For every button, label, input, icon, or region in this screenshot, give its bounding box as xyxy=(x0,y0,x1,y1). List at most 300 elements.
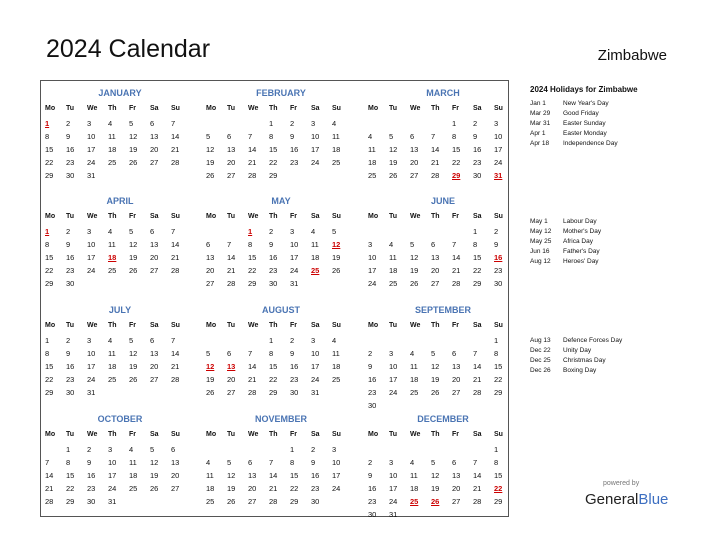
calendar-day: 12 xyxy=(129,240,138,249)
calendar-day: 28 xyxy=(431,171,440,180)
calendar-day: 30 xyxy=(66,388,75,397)
calendar-day: 17 xyxy=(108,471,117,480)
calendar-day: 25 xyxy=(108,158,117,167)
month-august xyxy=(206,300,356,408)
calendar-day: 24 xyxy=(290,266,299,275)
calendar-day: 11 xyxy=(332,349,340,358)
calendar-day: 15 xyxy=(494,471,503,480)
calendar-day: 24 xyxy=(87,158,96,167)
weekday-header: Th xyxy=(108,322,117,329)
calendar-day: 7 xyxy=(473,349,478,358)
weekday-header: Su xyxy=(494,431,503,438)
calendar-day: 28 xyxy=(227,279,236,288)
calendar-day: 18 xyxy=(410,484,419,493)
holiday-name: Father's Day xyxy=(563,248,600,255)
calendar-day: 17 xyxy=(389,375,398,384)
calendar-day: 6 xyxy=(410,132,415,141)
holiday-name: Unity Day xyxy=(563,347,592,354)
calendar-day: 28 xyxy=(473,388,482,397)
calendar-day: 6 xyxy=(150,119,155,128)
brand-blue: Blue xyxy=(638,491,669,508)
calendar-day: 9 xyxy=(269,240,274,249)
calendar-day: 23 xyxy=(290,375,299,384)
calendar-day: 19 xyxy=(431,484,440,493)
weekday-header: Tu xyxy=(389,431,398,438)
weekday-header: Mo xyxy=(45,431,56,438)
weekday-header: Tu xyxy=(389,322,398,329)
month-november xyxy=(206,409,356,517)
calendar-day: 10 xyxy=(368,253,377,262)
month-december xyxy=(368,409,518,517)
calendar-day: 10 xyxy=(332,458,341,467)
calendar-day: 5 xyxy=(227,458,232,467)
calendar-day: 13 xyxy=(150,240,159,249)
holiday-date: Apr 18 xyxy=(530,140,550,147)
calendar-day: 19 xyxy=(389,158,398,167)
holiday-date: Dec 22 xyxy=(530,347,551,354)
weekday-header: Mo xyxy=(206,322,217,329)
weekday-header: Tu xyxy=(389,105,398,112)
calendar-day: 26 xyxy=(206,388,215,397)
calendar-day: 19 xyxy=(206,158,215,167)
weekday-header: Tu xyxy=(227,213,236,220)
weekday-header: Sa xyxy=(311,322,320,329)
month-name: MARCH xyxy=(426,88,460,98)
holiday-day: 1 xyxy=(248,227,253,236)
weekday-header: Tu xyxy=(227,322,236,329)
calendar-day: 18 xyxy=(206,484,215,493)
weekday-header: Th xyxy=(269,105,278,112)
calendar-day: 26 xyxy=(410,279,419,288)
calendar-day: 14 xyxy=(248,362,257,371)
calendar-day: 31 xyxy=(290,279,299,288)
calendar-day: 21 xyxy=(473,484,482,493)
calendar-day: 12 xyxy=(431,471,440,480)
calendar-day: 14 xyxy=(171,240,180,249)
calendar-day: 22 xyxy=(66,484,75,493)
calendar-day: 20 xyxy=(410,158,419,167)
weekday-header: Fr xyxy=(290,105,297,112)
calendar-day: 18 xyxy=(108,362,117,371)
calendar-day: 3 xyxy=(87,119,92,128)
calendar-day: 24 xyxy=(311,375,320,384)
calendar-day: 21 xyxy=(248,158,257,167)
calendar-day: 25 xyxy=(389,279,398,288)
calendar-day: 2 xyxy=(311,445,316,454)
calendar-day: 3 xyxy=(494,119,499,128)
holiday-name: Christmas Day xyxy=(563,357,606,364)
calendar-day: 29 xyxy=(45,171,54,180)
holiday-day: 31 xyxy=(494,171,503,180)
calendar-day: 3 xyxy=(87,336,92,345)
weekday-header: Mo xyxy=(368,105,379,112)
weekday-header: Sa xyxy=(150,431,159,438)
calendar-day: 28 xyxy=(171,266,180,275)
calendar-day: 26 xyxy=(332,266,341,275)
calendar-day: 7 xyxy=(431,132,436,141)
calendar-day: 18 xyxy=(129,471,138,480)
calendar-day: 1 xyxy=(494,336,499,345)
calendar-day: 28 xyxy=(171,158,180,167)
calendar-day: 6 xyxy=(150,227,155,236)
calendar-day: 7 xyxy=(473,458,478,467)
calendar-day: 23 xyxy=(87,484,96,493)
calendar-day: 12 xyxy=(150,458,159,467)
weekday-header: Tu xyxy=(66,105,75,112)
holiday-name: Africa Day xyxy=(563,238,593,245)
calendar-day: 2 xyxy=(494,227,499,236)
weekday-header: Sa xyxy=(473,105,482,112)
calendar-day: 30 xyxy=(66,279,75,288)
calendar-day: 17 xyxy=(290,253,299,262)
calendar-day: 26 xyxy=(129,158,138,167)
weekday-header: Fr xyxy=(129,431,136,438)
calendar-day: 24 xyxy=(87,375,96,384)
calendar-day: 23 xyxy=(311,484,320,493)
calendar-day: 24 xyxy=(389,497,398,506)
calendar-day: 13 xyxy=(206,253,215,262)
month-name: JANUARY xyxy=(98,88,142,98)
holiday-day: 22 xyxy=(494,484,503,493)
calendar-day: 10 xyxy=(311,349,320,358)
calendar-day: 29 xyxy=(269,171,278,180)
weekday-header: Mo xyxy=(206,213,217,220)
calendar-day: 21 xyxy=(171,362,180,371)
weekday-header: Mo xyxy=(45,322,56,329)
calendar-day: 19 xyxy=(431,375,440,384)
calendar-day: 11 xyxy=(206,471,214,480)
calendar-day: 23 xyxy=(66,266,75,275)
calendar-day: 30 xyxy=(473,171,482,180)
holiday-day: 1 xyxy=(45,227,50,236)
weekday-header: Sa xyxy=(473,322,482,329)
calendar-day: 9 xyxy=(368,471,373,480)
calendar-day: 17 xyxy=(389,484,398,493)
calendar-day: 27 xyxy=(150,158,159,167)
calendar-day: 8 xyxy=(290,458,295,467)
calendar-day: 18 xyxy=(332,362,341,371)
calendar-day: 9 xyxy=(473,132,478,141)
calendar-day: 31 xyxy=(389,510,398,519)
weekday-header: Mo xyxy=(45,105,56,112)
holiday-date: May 25 xyxy=(530,238,552,245)
calendar-day: 27 xyxy=(150,375,159,384)
calendar-day: 18 xyxy=(108,145,117,154)
calendar-day: 17 xyxy=(87,253,96,262)
calendar-day: 3 xyxy=(332,445,337,454)
month-name: OCTOBER xyxy=(97,414,143,424)
calendar-day: 7 xyxy=(452,240,457,249)
calendar-day: 23 xyxy=(494,266,503,275)
weekday-header: Th xyxy=(431,322,440,329)
calendar-day: 4 xyxy=(108,119,113,128)
page-title: 2024 Calendar xyxy=(46,35,211,63)
calendar-day: 14 xyxy=(473,362,482,371)
calendar-day: 16 xyxy=(66,145,75,154)
weekday-header: We xyxy=(248,322,259,329)
calendar-day: 29 xyxy=(494,497,503,506)
calendar-day: 3 xyxy=(87,227,92,236)
calendar-day: 20 xyxy=(452,375,461,384)
calendar-day: 8 xyxy=(494,349,499,358)
weekday-header: Sa xyxy=(311,105,320,112)
calendar-day: 20 xyxy=(150,362,159,371)
calendar-day: 15 xyxy=(45,145,54,154)
calendar-day: 27 xyxy=(248,497,257,506)
calendar-day: 20 xyxy=(206,266,215,275)
calendar-day: 24 xyxy=(368,279,377,288)
calendar-day: 21 xyxy=(227,266,236,275)
calendar-day: 10 xyxy=(108,458,117,467)
month-name: JUNE xyxy=(430,196,455,206)
weekday-header: Sa xyxy=(473,213,482,220)
calendar-day: 15 xyxy=(452,145,461,154)
calendar-day: 12 xyxy=(431,362,440,371)
calendar-day: 3 xyxy=(290,227,295,236)
calendar-day: 11 xyxy=(410,471,418,480)
month-name: DECEMBER xyxy=(417,414,469,424)
calendar-day: 11 xyxy=(108,132,116,141)
weekday-header: Sa xyxy=(311,431,320,438)
calendar-day: 2 xyxy=(269,227,274,236)
holiday-day: 12 xyxy=(206,362,215,371)
weekday-header: Sa xyxy=(311,213,320,220)
calendar-day: 28 xyxy=(45,497,54,506)
holiday-date: Jan 1 xyxy=(530,100,546,107)
holiday-name: Mother's Day xyxy=(563,228,602,235)
calendar-day: 21 xyxy=(269,484,278,493)
weekday-header: Th xyxy=(269,213,278,220)
calendar-day: 13 xyxy=(431,253,440,262)
calendar-day: 30 xyxy=(494,279,503,288)
calendar-day: 2 xyxy=(290,119,295,128)
calendar-day: 1 xyxy=(45,336,50,345)
calendar-day: 26 xyxy=(129,375,138,384)
weekday-header: Fr xyxy=(129,105,136,112)
calendar-day: 10 xyxy=(311,132,320,141)
calendar-day: 3 xyxy=(311,119,316,128)
calendar-day: 2 xyxy=(473,119,478,128)
calendar-day: 5 xyxy=(389,132,394,141)
weekday-header: Th xyxy=(431,105,440,112)
calendar-day: 29 xyxy=(45,388,54,397)
calendar-day: 1 xyxy=(290,445,295,454)
weekday-header: We xyxy=(87,322,98,329)
weekday-header: Su xyxy=(494,213,503,220)
calendar-day: 13 xyxy=(248,471,257,480)
calendar-day: 22 xyxy=(290,484,299,493)
calendar-day: 2 xyxy=(66,227,71,236)
calendar-day: 4 xyxy=(332,119,337,128)
calendar-day: 4 xyxy=(368,132,373,141)
calendar-day: 10 xyxy=(389,362,398,371)
calendar-day: 25 xyxy=(108,266,117,275)
calendar-day: 27 xyxy=(206,279,215,288)
calendar-day: 10 xyxy=(87,240,96,249)
month-name: APRIL xyxy=(106,196,134,206)
calendar-day: 30 xyxy=(87,497,96,506)
calendar-day: 28 xyxy=(473,497,482,506)
calendar-day: 13 xyxy=(452,362,461,371)
calendar-day: 26 xyxy=(227,497,236,506)
calendar-day: 15 xyxy=(269,145,278,154)
calendar-day: 19 xyxy=(129,253,138,262)
calendar-day: 3 xyxy=(108,445,113,454)
calendar-day: 8 xyxy=(494,458,499,467)
calendar-day: 28 xyxy=(248,388,257,397)
calendar-day: 23 xyxy=(66,375,75,384)
calendar-day: 23 xyxy=(66,158,75,167)
calendar-day: 19 xyxy=(129,145,138,154)
calendar-day: 22 xyxy=(248,266,257,275)
weekday-header: Mo xyxy=(206,105,217,112)
holiday-name: Easter Sunday xyxy=(563,120,606,127)
calendar-day: 11 xyxy=(368,145,376,154)
calendar-day: 13 xyxy=(410,145,419,154)
calendar-day: 5 xyxy=(129,336,134,345)
weekday-header: Th xyxy=(431,431,440,438)
calendar-day: 10 xyxy=(290,240,299,249)
calendar-day: 26 xyxy=(206,171,215,180)
calendar-day: 28 xyxy=(171,375,180,384)
calendar-day: 7 xyxy=(171,336,176,345)
calendar-day: 20 xyxy=(150,145,159,154)
calendar-day: 30 xyxy=(368,401,377,410)
calendar-day: 29 xyxy=(45,279,54,288)
calendar-day: 27 xyxy=(452,388,461,397)
month-name: MAY xyxy=(271,196,291,206)
calendar-day: 7 xyxy=(269,458,274,467)
calendar-day: 23 xyxy=(269,266,278,275)
calendar-day: 18 xyxy=(389,266,398,275)
calendar-day: 2 xyxy=(368,458,373,467)
calendar-day: 19 xyxy=(150,471,159,480)
weekday-header: Tu xyxy=(66,431,75,438)
weekday-header: Su xyxy=(494,105,503,112)
calendar-day: 11 xyxy=(108,349,116,358)
calendar-day: 7 xyxy=(171,227,176,236)
holiday-name: Independence Day xyxy=(563,140,618,147)
calendar-day: 2 xyxy=(368,349,373,358)
calendar-day: 13 xyxy=(452,471,461,480)
calendar-day: 22 xyxy=(452,158,461,167)
calendar-day: 6 xyxy=(206,240,211,249)
calendar-day: 20 xyxy=(227,375,236,384)
calendar-day: 18 xyxy=(332,145,341,154)
calendar-day: 22 xyxy=(45,266,54,275)
calendar-day: 21 xyxy=(431,158,440,167)
calendar-day: 5 xyxy=(431,458,436,467)
calendar-day: 19 xyxy=(206,375,215,384)
calendar-day: 29 xyxy=(248,279,257,288)
calendar-day: 24 xyxy=(332,484,341,493)
calendar-day: 25 xyxy=(332,158,341,167)
weekday-header: Su xyxy=(332,105,341,112)
calendar-day: 2 xyxy=(290,336,295,345)
calendar-day: 18 xyxy=(311,253,320,262)
calendar-day: 3 xyxy=(368,240,373,249)
calendar-day: 15 xyxy=(45,253,54,262)
calendar-day: 7 xyxy=(227,240,232,249)
calendar-day: 7 xyxy=(248,132,253,141)
holiday-name: Heroes' Day xyxy=(563,258,599,265)
calendar-day: 4 xyxy=(410,349,415,358)
holiday-date: Apr 1 xyxy=(530,130,546,137)
month-october xyxy=(45,409,195,517)
calendar-day: 7 xyxy=(248,349,253,358)
calendar-day: 14 xyxy=(227,253,236,262)
calendar-day: 16 xyxy=(290,362,299,371)
weekday-header: We xyxy=(87,213,98,220)
weekday-header: We xyxy=(248,431,259,438)
calendar-day: 24 xyxy=(389,388,398,397)
calendar-day: 8 xyxy=(66,458,71,467)
weekday-header: We xyxy=(410,431,421,438)
weekday-header: We xyxy=(410,105,421,112)
calendar-day: 5 xyxy=(206,349,211,358)
calendar-day: 24 xyxy=(108,484,117,493)
calendar-day: 6 xyxy=(150,336,155,345)
calendar-day: 25 xyxy=(368,171,377,180)
weekday-header: Sa xyxy=(150,322,159,329)
calendar-day: 11 xyxy=(389,253,397,262)
calendar-day: 22 xyxy=(45,158,54,167)
holiday-day: 1 xyxy=(45,119,50,128)
calendar-day: 28 xyxy=(452,279,461,288)
calendar-day: 22 xyxy=(45,375,54,384)
calendar-day: 6 xyxy=(431,240,436,249)
calendar-day: 15 xyxy=(290,471,299,480)
calendar-day: 6 xyxy=(452,458,457,467)
calendar-day: 9 xyxy=(66,349,71,358)
weekday-header: We xyxy=(410,322,421,329)
calendar-day: 17 xyxy=(87,145,96,154)
calendar-day: 8 xyxy=(269,349,274,358)
holiday-date: Mar 29 xyxy=(530,110,551,117)
calendar-day: 6 xyxy=(452,349,457,358)
weekday-header: Th xyxy=(269,431,278,438)
calendar-day: 9 xyxy=(66,240,71,249)
weekday-header: Fr xyxy=(452,105,459,112)
calendar-day: 5 xyxy=(410,240,415,249)
calendar-day: 20 xyxy=(452,484,461,493)
weekday-header: Mo xyxy=(368,322,379,329)
weekday-header: Su xyxy=(171,431,180,438)
month-july xyxy=(45,300,195,408)
weekday-header: Mo xyxy=(368,431,379,438)
calendar-day: 27 xyxy=(452,497,461,506)
calendar-day: 21 xyxy=(45,484,54,493)
calendar-day: 19 xyxy=(129,362,138,371)
calendar-day: 14 xyxy=(431,145,440,154)
country-label: Zimbabwe xyxy=(597,47,667,64)
calendar-day: 23 xyxy=(473,158,482,167)
weekday-header: Fr xyxy=(129,213,136,220)
calendar-day: 1 xyxy=(269,336,274,345)
month-name: FEBRUARY xyxy=(256,88,306,98)
calendar-day: 16 xyxy=(66,362,75,371)
calendar-day: 15 xyxy=(473,253,482,262)
calendar-day: 9 xyxy=(87,458,92,467)
calendar-day: 3 xyxy=(311,336,316,345)
holiday-name: New Year's Day xyxy=(563,100,609,107)
calendar-day: 3 xyxy=(389,458,394,467)
calendar-day: 11 xyxy=(311,240,319,249)
calendar-day: 4 xyxy=(311,227,316,236)
weekday-header: We xyxy=(248,213,259,220)
calendar-day: 18 xyxy=(368,158,377,167)
calendar-day: 19 xyxy=(227,484,236,493)
